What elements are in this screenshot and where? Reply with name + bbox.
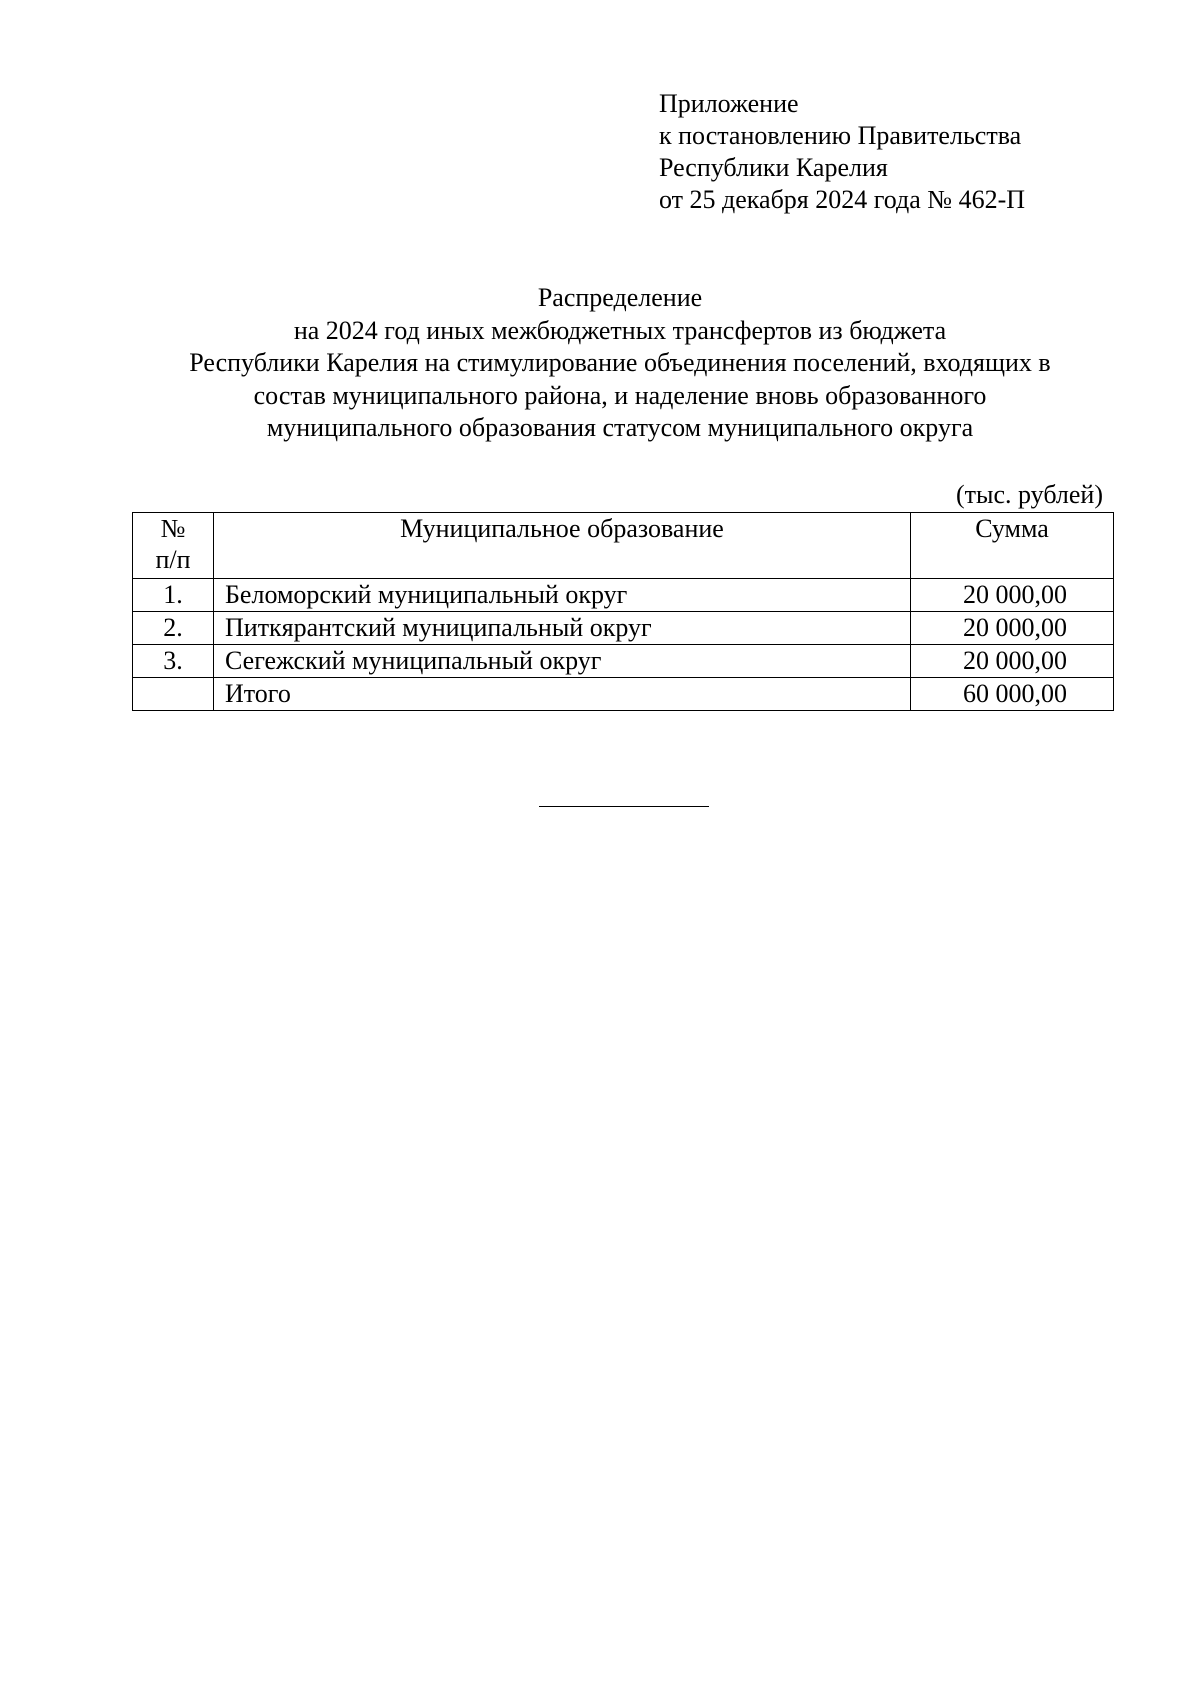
row-municipality: Питкярантский муниципальный округ xyxy=(214,612,911,645)
row-sum: 20 000,00 xyxy=(911,645,1114,678)
title-line: муниципального образования статусом муниципального округа xyxy=(266,413,974,442)
row-sum: 20 000,00 xyxy=(911,579,1114,612)
units-label: (тыс. рублей) xyxy=(955,480,1103,509)
appendix-header xyxy=(659,88,1025,216)
row-municipality: Беломорский муниципальный округ xyxy=(214,579,911,612)
row-sum: 20 000,00 xyxy=(911,612,1114,645)
header-number-sign: № xyxy=(160,514,186,543)
distribution-table xyxy=(132,512,1114,711)
end-divider xyxy=(539,806,709,807)
total-label: Итого xyxy=(214,678,911,711)
title-heading: Распределение xyxy=(537,283,703,312)
appendix-line: Республики Карелия xyxy=(659,153,888,182)
title-line: состав муниципального района, и наделение вновь образованного xyxy=(253,380,987,410)
row-number: 1. xyxy=(133,579,214,612)
table-row xyxy=(133,579,1114,612)
appendix-line: к постановлению Правительства xyxy=(659,121,1022,150)
row-number: 3. xyxy=(133,645,214,678)
table-row xyxy=(133,612,1114,645)
total-sum: 60 000,00 xyxy=(911,678,1114,711)
header-sum: Сумма xyxy=(911,513,1114,579)
table-header-row xyxy=(133,513,1114,579)
document-title xyxy=(100,282,1140,445)
header-number-abbr: п/п xyxy=(155,545,191,574)
appendix-line: от 25 декабря 2024 года № 462-П xyxy=(659,185,1026,214)
title-line: Республики Карелия на стимулирование объединения поселений, входящих в xyxy=(189,348,1051,377)
row-municipality: Сегежский муниципальный округ xyxy=(214,645,911,678)
table-row xyxy=(133,645,1114,678)
row-number: 2. xyxy=(133,612,214,645)
table-total-row xyxy=(133,678,1114,711)
header-number xyxy=(133,513,214,579)
appendix-line: Приложение xyxy=(659,89,799,118)
header-municipality: Муниципальное образование xyxy=(214,513,911,579)
row-number xyxy=(133,678,214,711)
title-line: на 2024 год иных межбюджетных трансфертов из бюджета xyxy=(293,315,947,345)
